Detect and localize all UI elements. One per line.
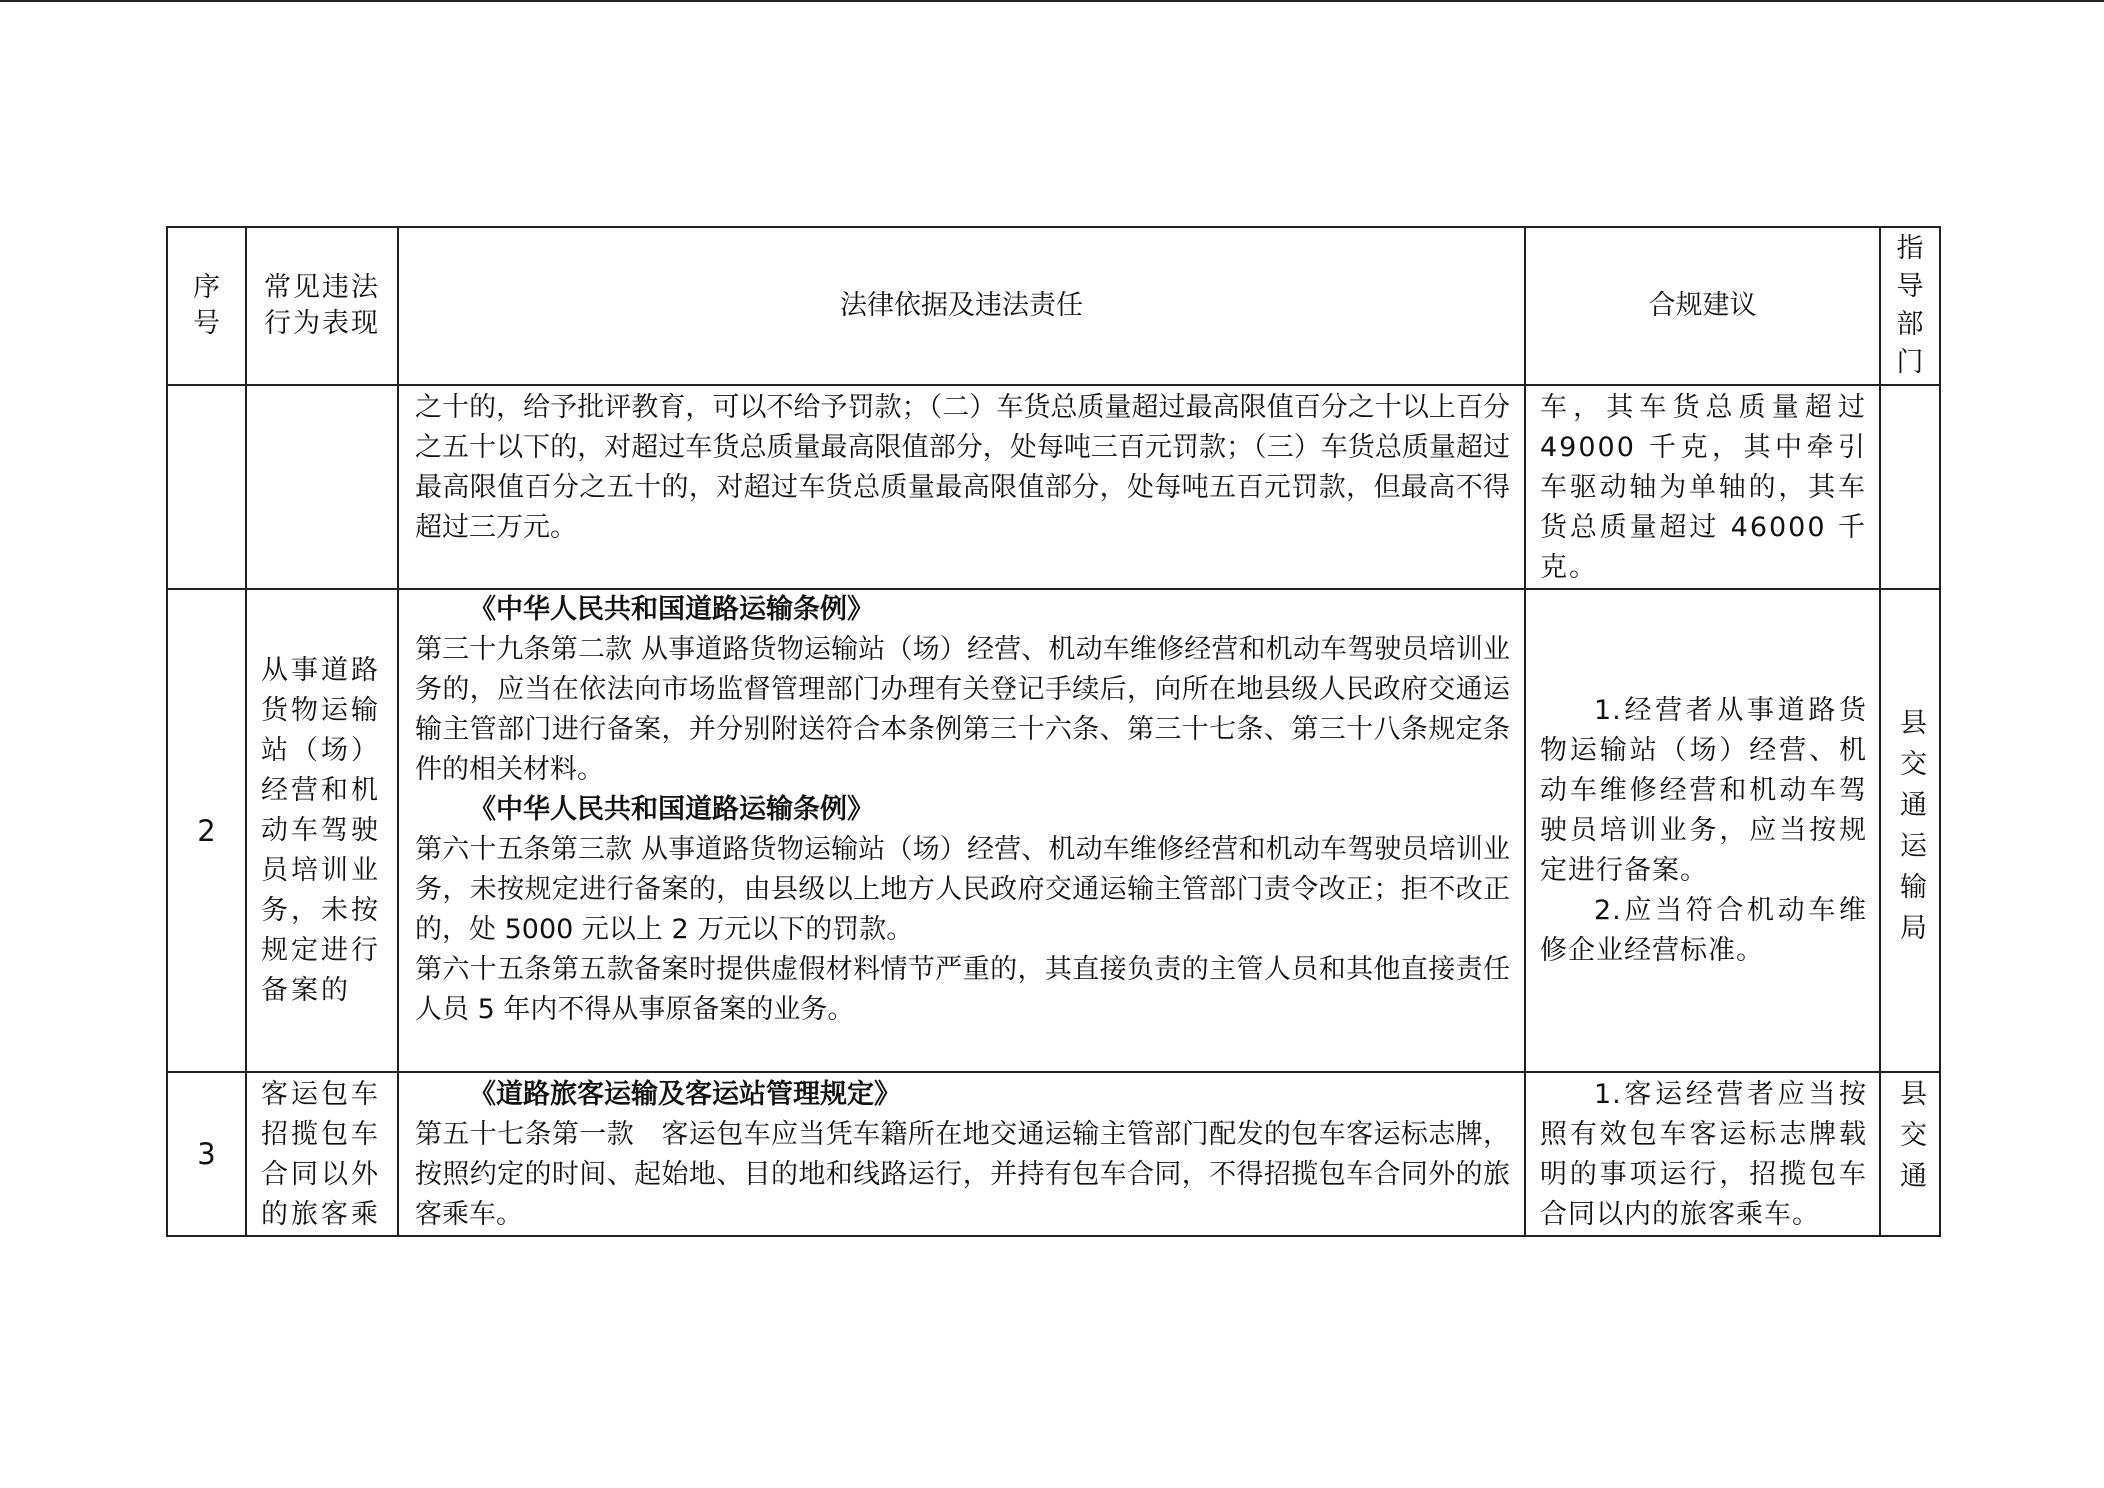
law-cell [398,1072,1525,1236]
behavior-text: 从事道路货物运输站（场）经营和机动车驾驶员培训业务，未按规定进行备案的 [261,654,381,1006]
page-top-border [0,0,2104,2]
suggestion-item: 1.经营者从事道路货物运输站（场）经营、机动车维修经营和机动车驾驶员培训业务，应当按规定进行备案。 [1540,694,1867,886]
law-paragraph: 第五十七条第一款 客运包车应当凭车籍所在地交通运输主管部门配发的包车客运标志牌，按照约定的时间、起始地、目的地和线路运行，并持有包车合同，不得招揽包车合同外的旅客乘车。 [415,1119,1510,1230]
regulation-table [166,226,1941,1237]
header-suggestion: 合规建议 [1525,227,1880,385]
law-title: 《道路旅客运输及客运站管理规定》 [469,1079,901,1110]
header-dept: 指导部门 [1880,227,1940,385]
dept-cell [1880,589,1940,1072]
table-header-row [167,227,1940,385]
suggestion-cell [1525,589,1880,1072]
seq-cell: 2 [167,589,246,1072]
suggestion-text: 车，其车货总质量超过49000 千克，其中牵引车驱动轴为单轴的，其车货总质量超过 46000 千克。 [1540,392,1867,583]
dept-text: 县交通 [1895,1079,1926,1202]
law-paragraph: 第六十五条第三款 从事道路货物运输站（场）经营、机动车维修经营和机动车驾驶员培训业务，未按规定进行备案的，由县级以上地方人民政府交通运输主管部门责令改正；拒不改正的，处 5000 元以上 2 万元以下的罚款。 [415,834,1510,945]
suggestion-cell [1525,385,1880,589]
behavior-cell [246,589,398,1072]
dept-cell [1880,1072,1940,1236]
seq-cell: 3 [167,1072,246,1236]
header-behavior: 常见违法行为表现 [246,227,398,385]
law-cell [398,589,1525,1072]
suggestion-item: 2.应当符合机动车维修企业经营标准。 [1540,894,1867,966]
law-title: 《中华人民共和国道路运输条例》 [469,794,874,825]
behavior-cell [246,385,398,589]
suggestion-cell [1525,1072,1880,1236]
suggestion-item: 1.客运经营者应当按照有效包车客运标志牌载明的事项运行，招揽包车合同以内的旅客乘车。 [1540,1079,1867,1230]
table-row [167,1072,1940,1236]
law-paragraph: 第三十九条第二款 从事道路货物运输站（场）经营、机动车维修经营和机动车驾驶员培训业务的，应当在依法向市场监督管理部门办理有关登记手续后，向所在地县级人民政府交通运输主管部门进行备案，并分别附送符合本条例第三十六条、第三十七条、第三十八条规定条件的相关材料。 [415,634,1510,785]
behavior-text: 客运包车招揽包车合同以外的旅客乘 [261,1079,381,1230]
header-law: 法律依据及违法责任 [398,227,1525,385]
law-paragraph: 第六十五条第五款备案时提供虚假材料情节严重的，其直接负责的主管人员和其他直接责任人员 5 年内不得从事原备案的业务。 [415,954,1510,1025]
header-seq: 序号 [167,227,246,385]
behavior-cell [246,1072,398,1236]
seq-cell [167,385,246,589]
dept-cell [1880,385,1940,589]
law-cell [398,385,1525,589]
law-title: 《中华人民共和国道路运输条例》 [469,594,874,625]
table-row [167,589,1940,1072]
dept-text: 县交通运输局 [1895,707,1926,954]
law-paragraph: 之十的，给予批评教育，可以不给予罚款；（二）车货总质量超过最高限值百分之十以上百分之五十以下的，对超过车货总质量最高限值部分，处每吨三百元罚款；（三）车货总质量超过最高限值百分之五十的，对超过车货总质量最高限值部分，处每吨五百元罚款，但最高不得超过三万元。 [415,392,1510,543]
table-row [167,385,1940,589]
